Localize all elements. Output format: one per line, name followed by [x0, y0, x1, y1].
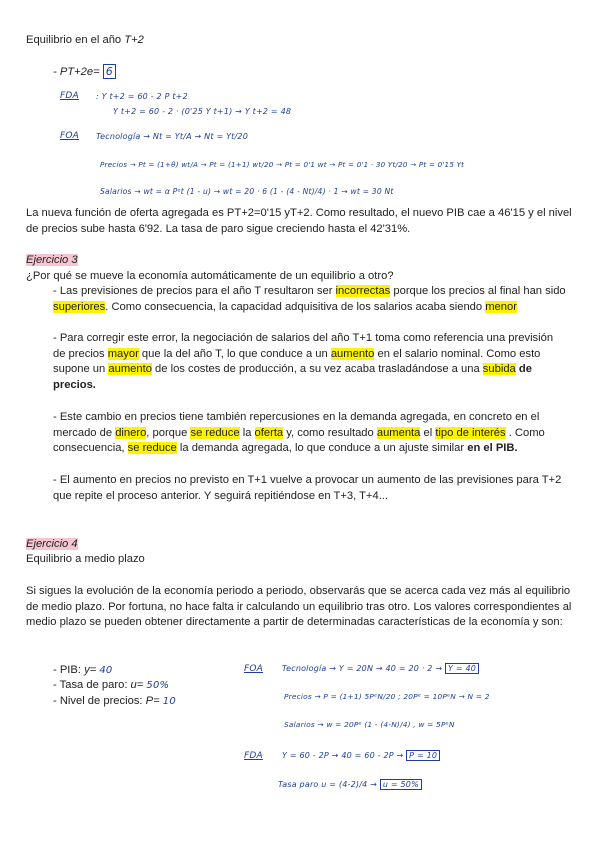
foa-label-handwritten: FOA: [60, 131, 80, 141]
p2-text-d: de los costes de producción, a su vez acaba trasladándose a una: [151, 363, 483, 376]
exercise3-paragraph-3: [53, 410, 568, 457]
ex4-prices-handwritten: Precios → P = (1+1) 5PᵉN/20 ; 20Pᵉ = 10PᵉN → N = 2: [284, 692, 490, 701]
exercise4-subtitle: Equilibrio a medio plazo: [26, 553, 145, 565]
pib-var: y=: [84, 664, 100, 676]
exercise3-paragraph-1: [53, 284, 568, 315]
item-tasa-paro: [53, 678, 169, 694]
p1-text-a: - Las previsiones de precios para el año T resultaron ser: [53, 285, 336, 297]
pib-label: - PIB:: [53, 664, 85, 676]
highlight-tipo-de-interes: tipo de interés: [435, 426, 506, 439]
highlight-superiores: superiores: [53, 300, 106, 313]
ex4-fda-handwritten: [282, 751, 440, 760]
highlight-se-reduce-2: se reduce: [127, 442, 177, 455]
pib-value-handwritten: 40: [99, 665, 113, 676]
item-nivel-precios: [53, 694, 176, 710]
fda-line2-handwritten: Y t+2 = 60 - 2 · (0'25 Y t+1) → Y t+2 = 48: [113, 107, 292, 116]
highlight-incorrectas: incorrectas: [335, 285, 391, 297]
foa-tech-handwritten: Tecnología → Nt = Yt/A → Nt = Yt/20: [96, 132, 248, 141]
highlight-subida: subida: [482, 363, 516, 376]
ex4-foa-label-handwritten: FOA: [244, 664, 264, 674]
ex4-wages-handwritten: Salarios → w = 20Pᵉ (1 - (4-N)/4) , w = 5PᵉN: [284, 720, 455, 729]
exercise4-intro: Si sigues la evolución de la economía periodo a periodo, observarás que se acerca cada vez más al equilibrio de medio plazo. Por fortuna, no hace falta ir calculando un equilibrio tras otro. Los valores correspondientes al medio plazo se pueden obtener directamente a partir de determinadas características de la economía y son:: [26, 585, 572, 629]
p3-text-b: , porque: [146, 426, 191, 439]
fda-line1-handwritten: : Y t+2 = 60 - 2 P t+2: [96, 92, 188, 101]
p3-text-h: en el PIB.: [467, 442, 518, 455]
highlight-mayor: mayor: [107, 347, 139, 360]
exercise4-heading: [26, 537, 78, 553]
ex4-paro-handwritten: [278, 780, 422, 789]
highlight-dinero: dinero: [115, 426, 147, 439]
exercise3-paragraph-2: [53, 331, 568, 393]
item-pib: [53, 663, 112, 679]
p2-text-b: que la del año T, lo que conduce a un: [138, 347, 331, 360]
highlight-aumento-1: aumento: [330, 347, 375, 360]
precios-value-handwritten: 10: [162, 696, 176, 707]
paro-label: - Tasa de paro:: [53, 679, 131, 691]
p2-text-e: de precios.: [53, 363, 532, 391]
ex4-fda-text: Y = 60 - 2P → 40 = 60 - 2P →: [282, 751, 404, 760]
paro-value-handwritten: 50%: [146, 680, 170, 691]
highlight-oferta: oferta: [254, 426, 284, 439]
exercise4-heading-text: Ejercicio 4: [26, 538, 78, 550]
p3-text-g: la demanda agregada, lo que conduce a un ajuste similar: [176, 442, 468, 455]
pt-label: - PT+2e=: [53, 66, 103, 78]
precios-var: P=: [145, 695, 163, 707]
p1-text-c: . Como consecuencia, la capacidad adquisitiva de los salarios acaba siendo: [105, 300, 486, 313]
pt-value-handwritten: 6: [103, 64, 116, 79]
section-title-italic: T+2: [124, 34, 144, 46]
ex4-paro-box: u = 50%: [380, 779, 422, 790]
section-title-text: Equilibrio en el año: [26, 34, 125, 46]
p3-text-a: - Este cambio en precios tiene también repercusiones en la demanda agregada, en concreto en el mercado de: [53, 411, 540, 439]
ex4-tech-handwritten: [282, 664, 479, 673]
ex4-fda-box: P = 10: [406, 750, 440, 761]
ex4-tech-text: Tecnología → Y = 20N → 40 = 20 · 2 →: [282, 664, 443, 673]
precios-label: - Nivel de precios:: [53, 695, 146, 707]
ex4-fda-label-handwritten: FDA: [244, 751, 263, 761]
p3-text-c: la: [239, 426, 255, 439]
exercise3-heading-text: Ejercicio 3: [26, 254, 78, 266]
section1-summary: La nueva función de oferta agregada es PT+2=0'15 yT+2. Como resultado, el nuevo PIB cae a 46'15 y el nivel de precios sube hasta 6'92. La tasa de paro sigue creciendo hasta el 42'31%.: [26, 207, 572, 235]
exercise3-heading: [26, 253, 78, 269]
foa-wages-handwritten: Salarios → wt = α Pᵉt (1 - u) → wt = 20 · 6 (1 - (4 - Nt)/4) · 1 → wt = 30 Nt: [100, 187, 394, 196]
exercise3-paragraph-4: - El aumento en precios no previsto en T+1 vuelve a provocar un aumento de las previsiones para T+2 que repite el proceso anterior. Y seguirá repitiéndose en T+3, T+4...: [53, 474, 562, 502]
highlight-aumento-2: aumento: [108, 363, 152, 376]
pt-expectation: [53, 64, 116, 81]
ex4-paro-text: Tasa paro u = (4-2)/4 →: [278, 780, 378, 789]
p2-text-c: en el salario nominal. Como esto supone un: [53, 347, 541, 376]
exercise3-question: ¿Por qué se mueve la economía automáticamente de un equilibrio a otro?: [26, 270, 394, 282]
highlight-se-reduce-1: se reduce: [190, 426, 240, 439]
paro-var: u=: [130, 679, 147, 691]
fda-label-handwritten: FDA: [60, 91, 79, 101]
highlight-aumenta: aumenta: [376, 426, 421, 439]
section-title: [26, 33, 144, 49]
p2-text-a: - Para corregir este error, la negociación de salarios del año T+1 toma como referencia una previsión de precios: [53, 332, 554, 360]
p1-text-b: porque los precios al final han sido: [390, 285, 566, 297]
ex4-tech-box: Y = 40: [445, 663, 479, 674]
p3-text-e: el: [420, 426, 436, 439]
foa-prices-handwritten: Precios → Pt = (1+θ) wt/A → Pt = (1+1) wt/20 → Pt = 0'1 wt → Pt = 0'1 · 30 Yt/20 → Pt = 0'15 Yt: [100, 160, 465, 169]
p3-text-f: . Como consecuencia,: [53, 426, 545, 455]
highlight-menor: menor: [485, 300, 517, 313]
p3-text-d: y, como resultado: [283, 426, 377, 439]
